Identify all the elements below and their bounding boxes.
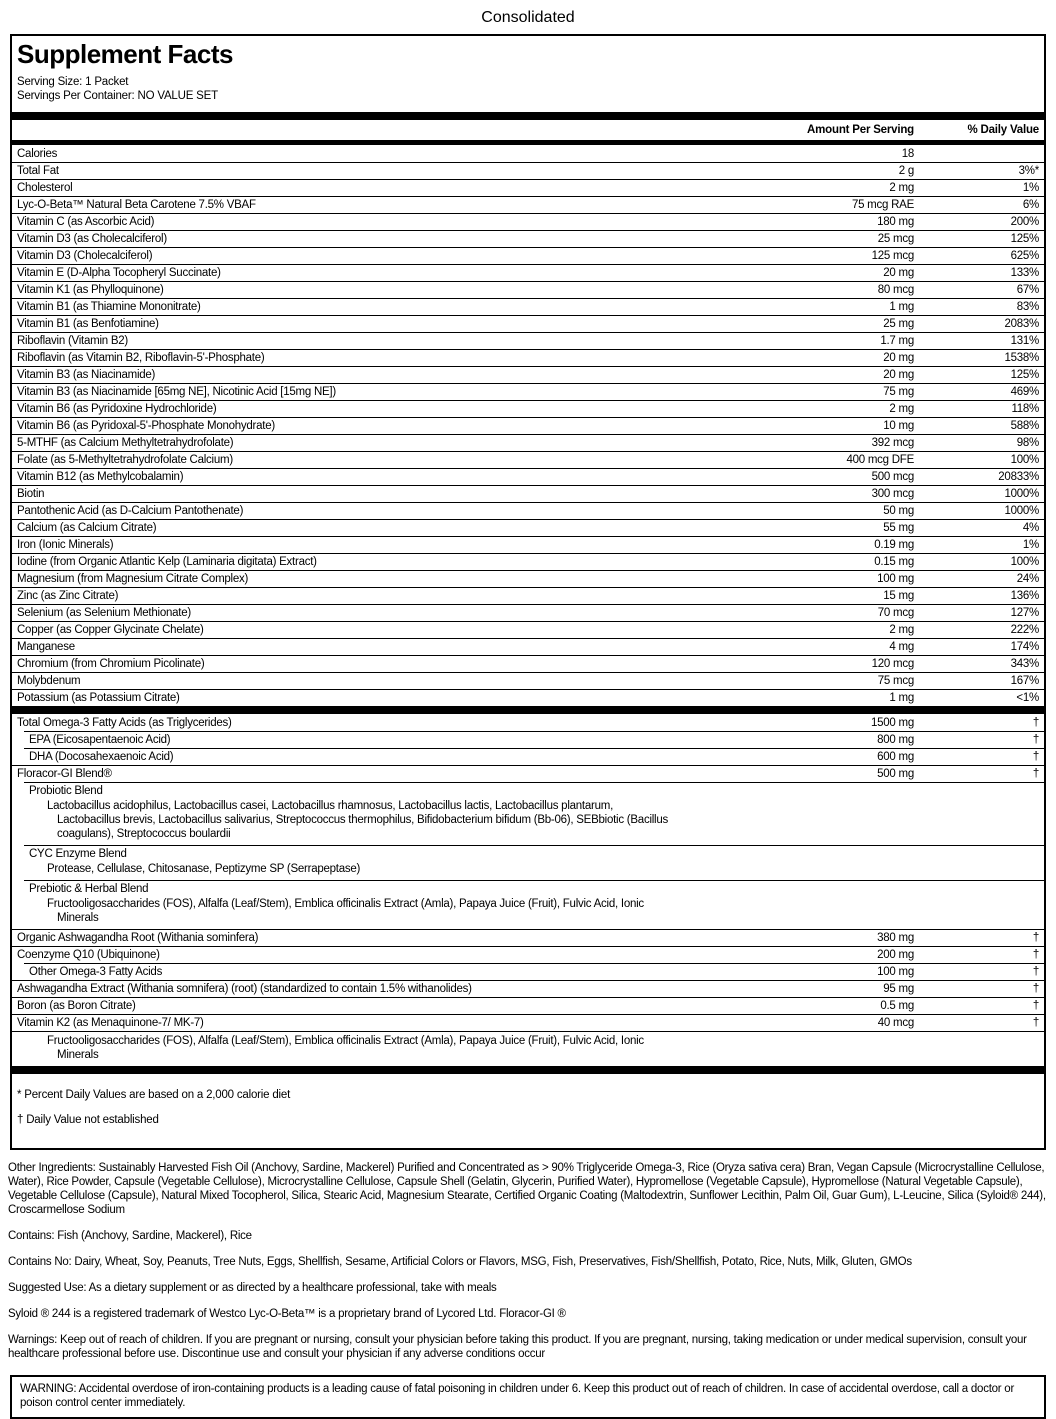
row-label: Folate (as 5-Methyltetrahydrofolate Calcium) <box>17 454 233 467</box>
row-label: Vitamin B1 (as Benfotiamine) <box>17 318 159 331</box>
nutrient-row <box>12 638 1044 655</box>
row-label: Calcium (as Calcium Citrate) <box>17 522 157 535</box>
row-label: Vitamin B1 (as Thiamine Mononitrate) <box>17 301 201 314</box>
row-label: Vitamin B6 (as Pyridoxine Hydrochloride) <box>17 403 217 416</box>
warnings-paragraph: Warnings: Keep out of reach of children. If you are pregnant or nursing, consult your physician before taking this product. If you are pregnant, nursing, taking medication or under medical supervision, consult your healthcare professional before use. Discontinue use and consult your physician if any adverse conditions occur <box>8 1334 1027 1361</box>
row-amount: 0.15 mg <box>874 556 914 569</box>
row-amount: 125 mcg <box>871 250 914 263</box>
row-amount: 120 mcg <box>871 658 914 671</box>
row-daily-value: 98% <box>1016 437 1039 450</box>
row-amount: 75 mcg <box>877 675 914 688</box>
row-label: Floracor-GI Blend® <box>17 768 112 781</box>
row-amount: 400 mcg DFE <box>846 454 914 467</box>
row-label: Riboflavin (Vitamin B2) <box>17 335 129 348</box>
row-label: CYC Enzyme Blend <box>29 848 127 861</box>
row-label: Iodine (from Organic Atlantic Kelp (Laminaria digitata) Extract) <box>17 556 317 569</box>
row-label: Manganese <box>17 641 75 654</box>
iron-warning-text: WARNING: Accidental overdose of iron-containing products is a leading cause of fatal poisoning in children under 6. Keep this product out of reach of children. In case of accidental overdose, call a doctor or poison control center immediately. <box>20 1383 1015 1410</box>
section-divider-bar <box>12 706 1044 714</box>
nutrient-row <box>12 213 1044 230</box>
row-daily-value: † <box>1032 751 1039 764</box>
row-label: Vitamin B12 (as Methylcobalamin) <box>17 471 184 484</box>
row-amount: 80 mcg <box>877 284 914 297</box>
other-ingredients-paragraph: Other Ingredients: Sustainably Harvested Fish Oil (Anchovy, Sardine, Mackerel) Purified and Concentrated as > 90% Triglyceride Omega-3, Rice (Oryza sativa cera) Bran, Vegan Capsule (Microcrystalline Cellulose, Water), Rice Powder, Capsule (Vegetable Cellulose), Microcrystalline Cellulose, Capsule Shell (Gelatin, Glycerin, Purified Water), Hypromellose (Vegetable Capsule), Hypromellose (Natural Vegetable Capsule), Vegetable Cellulose (Capsule), Natural Mixed Tocopherol, Silica, Stearic Acid, Magnesium Stearate, Certified Organic Coating (Maltodextrin, Sunflower Lecithin, Palm Oil, Guar Gum), L-Leucine, Silica (Syloid® 244), Croscarmellose Sodium <box>8 1162 1046 1217</box>
nutrient-row <box>12 145 1044 162</box>
blend-ingredients-line: Minerals <box>57 1049 99 1062</box>
contains-paragraph: Contains: Fish (Anchovy, Sardine, Mackerel), Rice <box>8 1230 252 1243</box>
row-daily-value: 6% <box>1022 199 1039 212</box>
row-label: Riboflavin (as Vitamin B2, Riboflavin-5'-Phosphate) <box>17 352 265 365</box>
row-amount: 300 mcg <box>871 488 914 501</box>
row-daily-value: 3%* <box>1018 165 1039 178</box>
row-label: EPA (Eicosapentaenoic Acid) <box>29 734 171 747</box>
blend-ingredients-line: Fructooligosaccharides (FOS), Alfalfa (Leaf/Stem), Emblica officinalis Extract (Amla), Papaya Juice (Fruit), Fulvic Acid, Ionic <box>47 898 644 911</box>
row-daily-value: 83% <box>1016 301 1039 314</box>
nutrient-row <box>12 570 1044 587</box>
row-daily-value: 133% <box>1010 267 1039 280</box>
nutrient-row <box>12 765 1044 782</box>
row-label: Vitamin B6 (as Pyridoxal-5'-Phosphate Monohydrate) <box>17 420 275 433</box>
nutrient-row <box>12 714 1044 731</box>
nutrient-row <box>12 485 1044 502</box>
row-daily-value: 67% <box>1016 284 1039 297</box>
nutrient-row <box>12 946 1044 963</box>
row-daily-value: † <box>1032 1017 1039 1030</box>
row-daily-value: 1000% <box>1004 505 1039 518</box>
row-label: Ashwagandha Extract (Withania somnifera) (root) (standardized to contain 1.5% withanolides) <box>17 983 472 996</box>
row-label: Chromium (from Chromium Picolinate) <box>17 658 205 671</box>
row-amount: 40 mcg <box>877 1017 914 1030</box>
page-title: Consolidated <box>481 9 575 26</box>
nutrient-row <box>12 519 1044 536</box>
row-amount: 75 mg <box>883 386 914 399</box>
nutrient-row <box>12 502 1044 519</box>
row-daily-value: 343% <box>1010 658 1039 671</box>
blend-ingredients-line: Lactobacillus brevis, Lactobacillus salivarius, Streptococcus thermophilus, Bifidobacterium bifidum (Bb-06), SEBbiotic (Bacillus <box>57 814 669 827</box>
row-daily-value: 1% <box>1022 182 1039 195</box>
blend-ingredients-line: Protease, Cellulase, Chitosanase, Peptizyme SP (Serrapeptase) <box>47 863 361 876</box>
row-daily-value: 1538% <box>1004 352 1039 365</box>
row-label: Vitamin E (D-Alpha Tocopheryl Succinate) <box>17 267 221 280</box>
row-daily-value: † <box>1032 966 1039 979</box>
blend-title-row <box>24 880 1044 897</box>
column-header-amount: Amount Per Serving <box>807 124 914 137</box>
nutrient-row <box>12 366 1044 383</box>
nutrient-row <box>24 963 1044 980</box>
row-daily-value: <1% <box>1016 692 1039 705</box>
blend-title-row <box>24 845 1044 862</box>
blend-ingredients-line: Lactobacillus acidophilus, Lactobacillus casei, Lactobacillus rhamnosus, Lactobacillus lactis, Lactobacillus plantarum, <box>47 800 614 813</box>
row-label: 5-MTHF (as Calcium Methyltetrahydrofolate) <box>17 437 234 450</box>
row-label: Vitamin C (as Ascorbic Acid) <box>17 216 155 229</box>
row-amount: 1500 mg <box>870 716 914 729</box>
row-daily-value: 1000% <box>1004 488 1039 501</box>
nutrient-row <box>12 587 1044 604</box>
row-label: Zinc (as Zinc Citrate) <box>17 590 119 603</box>
nutrient-row <box>12 417 1044 434</box>
row-label: Selenium (as Selenium Methionate) <box>17 607 191 620</box>
row-amount: 2 mg <box>889 403 914 416</box>
nutrient-row <box>12 264 1044 281</box>
row-daily-value: 469% <box>1010 386 1039 399</box>
row-daily-value: † <box>1032 1000 1039 1013</box>
nutrient-row <box>24 748 1044 765</box>
nutrient-row <box>12 162 1044 179</box>
nutrient-row <box>12 451 1044 468</box>
row-daily-value: † <box>1032 983 1039 996</box>
row-label: Vitamin D3 (as Cholecalciferol) <box>17 233 167 246</box>
row-daily-value: 4% <box>1022 522 1039 535</box>
row-amount: 600 mg <box>877 751 914 764</box>
row-amount: 100 mg <box>877 573 914 586</box>
blend-ingredients-line: coagulans), Streptococcus boulardii <box>57 828 231 841</box>
nutrient-row <box>12 1014 1044 1031</box>
servings-per-container-text: Servings Per Container: NO VALUE SET <box>17 90 218 103</box>
nutrient-row <box>12 196 1044 213</box>
supplement-facts-title: Supplement Facts <box>17 39 233 69</box>
nutrient-row <box>12 315 1044 332</box>
serving-info <box>12 75 1044 112</box>
row-daily-value: 24% <box>1016 573 1039 586</box>
row-daily-value: 1% <box>1022 539 1039 552</box>
row-label: Iron (Ionic Minerals) <box>17 539 114 552</box>
nutrient-row <box>12 536 1044 553</box>
row-label: Calories <box>17 147 58 160</box>
nutrient-row <box>12 929 1044 946</box>
header-divider-bar-top <box>12 112 1044 120</box>
row-label: Prebiotic & Herbal Blend <box>29 883 149 896</box>
row-label: Molybdenum <box>17 675 81 688</box>
nutrient-row <box>12 281 1044 298</box>
nutrient-row <box>12 434 1044 451</box>
supplement-facts-panel <box>10 34 1046 1150</box>
row-daily-value: 20833% <box>998 471 1039 484</box>
serving-size-text: Serving Size: 1 Packet <box>17 76 129 89</box>
facts-rows <box>12 145 1044 1074</box>
row-amount: 200 mg <box>877 949 914 962</box>
row-amount: 500 mcg <box>871 471 914 484</box>
row-amount: 0.5 mg <box>880 1000 914 1013</box>
row-amount: 0.19 mg <box>874 539 914 552</box>
row-label: Vitamin K2 (as Menaquinone-7/ MK-7) <box>17 1017 204 1030</box>
nutrient-row <box>12 689 1044 706</box>
row-daily-value: 125% <box>1010 233 1039 246</box>
nutrient-row <box>12 997 1044 1014</box>
row-daily-value: † <box>1032 716 1039 729</box>
column-header-dv: % Daily Value <box>967 124 1039 137</box>
row-amount: 55 mg <box>883 522 914 535</box>
row-amount: 10 mg <box>883 420 914 433</box>
row-daily-value: 625% <box>1010 250 1039 263</box>
row-daily-value: 100% <box>1010 454 1039 467</box>
row-daily-value: † <box>1032 768 1039 781</box>
row-amount: 1.7 mg <box>880 335 914 348</box>
row-amount: 380 mg <box>877 932 914 945</box>
nutrient-row <box>12 621 1044 638</box>
row-daily-value: † <box>1032 949 1039 962</box>
row-amount: 25 mcg <box>877 233 914 246</box>
row-amount: 2 mg <box>889 624 914 637</box>
row-label: Cholesterol <box>17 182 73 195</box>
row-amount: 392 mcg <box>871 437 914 450</box>
row-label: Probiotic Blend <box>29 785 103 798</box>
nutrient-row <box>12 179 1044 196</box>
row-label: Other Omega-3 Fatty Acids <box>29 966 163 979</box>
row-daily-value: 200% <box>1010 216 1039 229</box>
row-amount: 75 mcg RAE <box>851 199 914 212</box>
row-label: DHA (Docosahexaenoic Acid) <box>29 751 174 764</box>
row-label: Biotin <box>17 488 45 501</box>
nutrient-row <box>12 655 1044 672</box>
row-daily-value: 167% <box>1010 675 1039 688</box>
row-daily-value: † <box>1032 932 1039 945</box>
row-amount: 800 mg <box>877 734 914 747</box>
iron-warning-box <box>10 1375 1046 1419</box>
suggested-use-paragraph: Suggested Use: As a dietary supplement or as directed by a healthcare professional, take with meals <box>8 1282 497 1295</box>
row-amount: 15 mg <box>883 590 914 603</box>
nutrient-row <box>12 553 1044 570</box>
nutrient-row <box>12 247 1044 264</box>
nutrient-row <box>12 349 1044 366</box>
column-header-row <box>12 120 1044 140</box>
row-label: Vitamin D3 (Cholecalciferol) <box>17 250 153 263</box>
row-daily-value: 174% <box>1010 641 1039 654</box>
nutrient-row <box>12 604 1044 621</box>
blend-ingredients-line: Minerals <box>57 912 99 925</box>
nutrient-row <box>12 383 1044 400</box>
nutrient-row <box>12 468 1044 485</box>
row-amount: 20 mg <box>883 369 914 382</box>
row-label: Vitamin B3 (as Niacinamide [65mg NE], Nicotinic Acid [15mg NE]) <box>17 386 336 399</box>
row-label: Coenzyme Q10 (Ubiquinone) <box>17 949 160 962</box>
row-label: Copper (as Copper Glycinate Chelate) <box>17 624 204 637</box>
row-daily-value: 136% <box>1010 590 1039 603</box>
row-amount: 4 mg <box>889 641 914 654</box>
blend-ingredients-line: Fructooligosaccharides (FOS), Alfalfa (Leaf/Stem), Emblica officinalis Extract (Amla), Papaya Juice (Fruit), Fulvic Acid, Ionic <box>12 1031 1044 1048</box>
row-amount: 25 mg <box>883 318 914 331</box>
nutrient-row <box>12 672 1044 689</box>
nutrient-row <box>12 332 1044 349</box>
row-label: Pantothenic Acid (as D-Calcium Pantothenate) <box>17 505 244 518</box>
row-amount: 1 mg <box>889 692 914 705</box>
nutrient-row <box>12 298 1044 315</box>
row-amount: 20 mg <box>883 267 914 280</box>
row-daily-value: † <box>1032 734 1039 747</box>
row-amount: 18 <box>901 147 914 160</box>
row-amount: 95 mg <box>883 983 914 996</box>
row-daily-value: 125% <box>1010 369 1039 382</box>
row-amount: 50 mg <box>883 505 914 518</box>
row-amount: 500 mg <box>877 768 914 781</box>
footnote-daily-value-not-established: † Daily Value not established <box>17 1114 159 1127</box>
contains-no-paragraph: Contains No: Dairy, Wheat, Soy, Peanuts, Tree Nuts, Eggs, Shellfish, Sesame, Artificial Colors or Flavors, MSG, Fish, Preservatives, Fish/Shellfish, Potato, Rice, Nuts, Milk, Gluten, GMOs <box>8 1256 912 1269</box>
trademark-paragraph: Syloid ® 244 is a registered trademark of Westco Lyc-O-Beta™ is a proprietary brand of Lycored Ltd. Floracor-GI ® <box>8 1308 566 1321</box>
nutrient-row <box>24 731 1044 748</box>
row-label: Potassium (as Potassium Citrate) <box>17 692 180 705</box>
row-label: Lyc-O-Beta™ Natural Beta Carotene 7.5% VBAF <box>17 199 256 212</box>
row-label: Boron (as Boron Citrate) <box>17 1000 136 1013</box>
nutrient-row <box>12 980 1044 997</box>
row-label: Organic Ashwagandha Root (Withania sominfera) <box>17 932 259 945</box>
section-divider-bar <box>12 1066 1044 1074</box>
nutrient-row <box>12 230 1044 247</box>
row-daily-value: 118% <box>1011 403 1039 416</box>
row-amount: 70 mcg <box>877 607 914 620</box>
row-amount: 20 mg <box>883 352 914 365</box>
row-label: Total Fat <box>17 165 59 178</box>
row-daily-value: 131% <box>1010 335 1039 348</box>
row-daily-value: 2083% <box>1004 318 1039 331</box>
row-amount: 1 mg <box>889 301 914 314</box>
row-daily-value: 222% <box>1010 624 1039 637</box>
row-amount: 2 mg <box>889 182 914 195</box>
row-amount: 2 g <box>898 165 914 178</box>
footnote-percent-daily-value: * Percent Daily Values are based on a 2,000 calorie diet <box>17 1089 291 1102</box>
blend-title-row <box>24 782 1044 799</box>
row-amount: 180 mg <box>877 216 914 229</box>
row-label: Vitamin K1 (as Phylloquinone) <box>17 284 164 297</box>
row-label: Magnesium (from Magnesium Citrate Complex) <box>17 573 249 586</box>
nutrient-row <box>12 400 1044 417</box>
row-daily-value: 588% <box>1010 420 1039 433</box>
row-label: Vitamin B3 (as Niacinamide) <box>17 369 156 382</box>
row-label: Total Omega-3 Fatty Acids (as Triglycerides) <box>17 716 232 729</box>
row-daily-value: 100% <box>1010 556 1039 569</box>
row-daily-value: 127% <box>1010 607 1039 620</box>
row-amount: 100 mg <box>877 966 914 979</box>
